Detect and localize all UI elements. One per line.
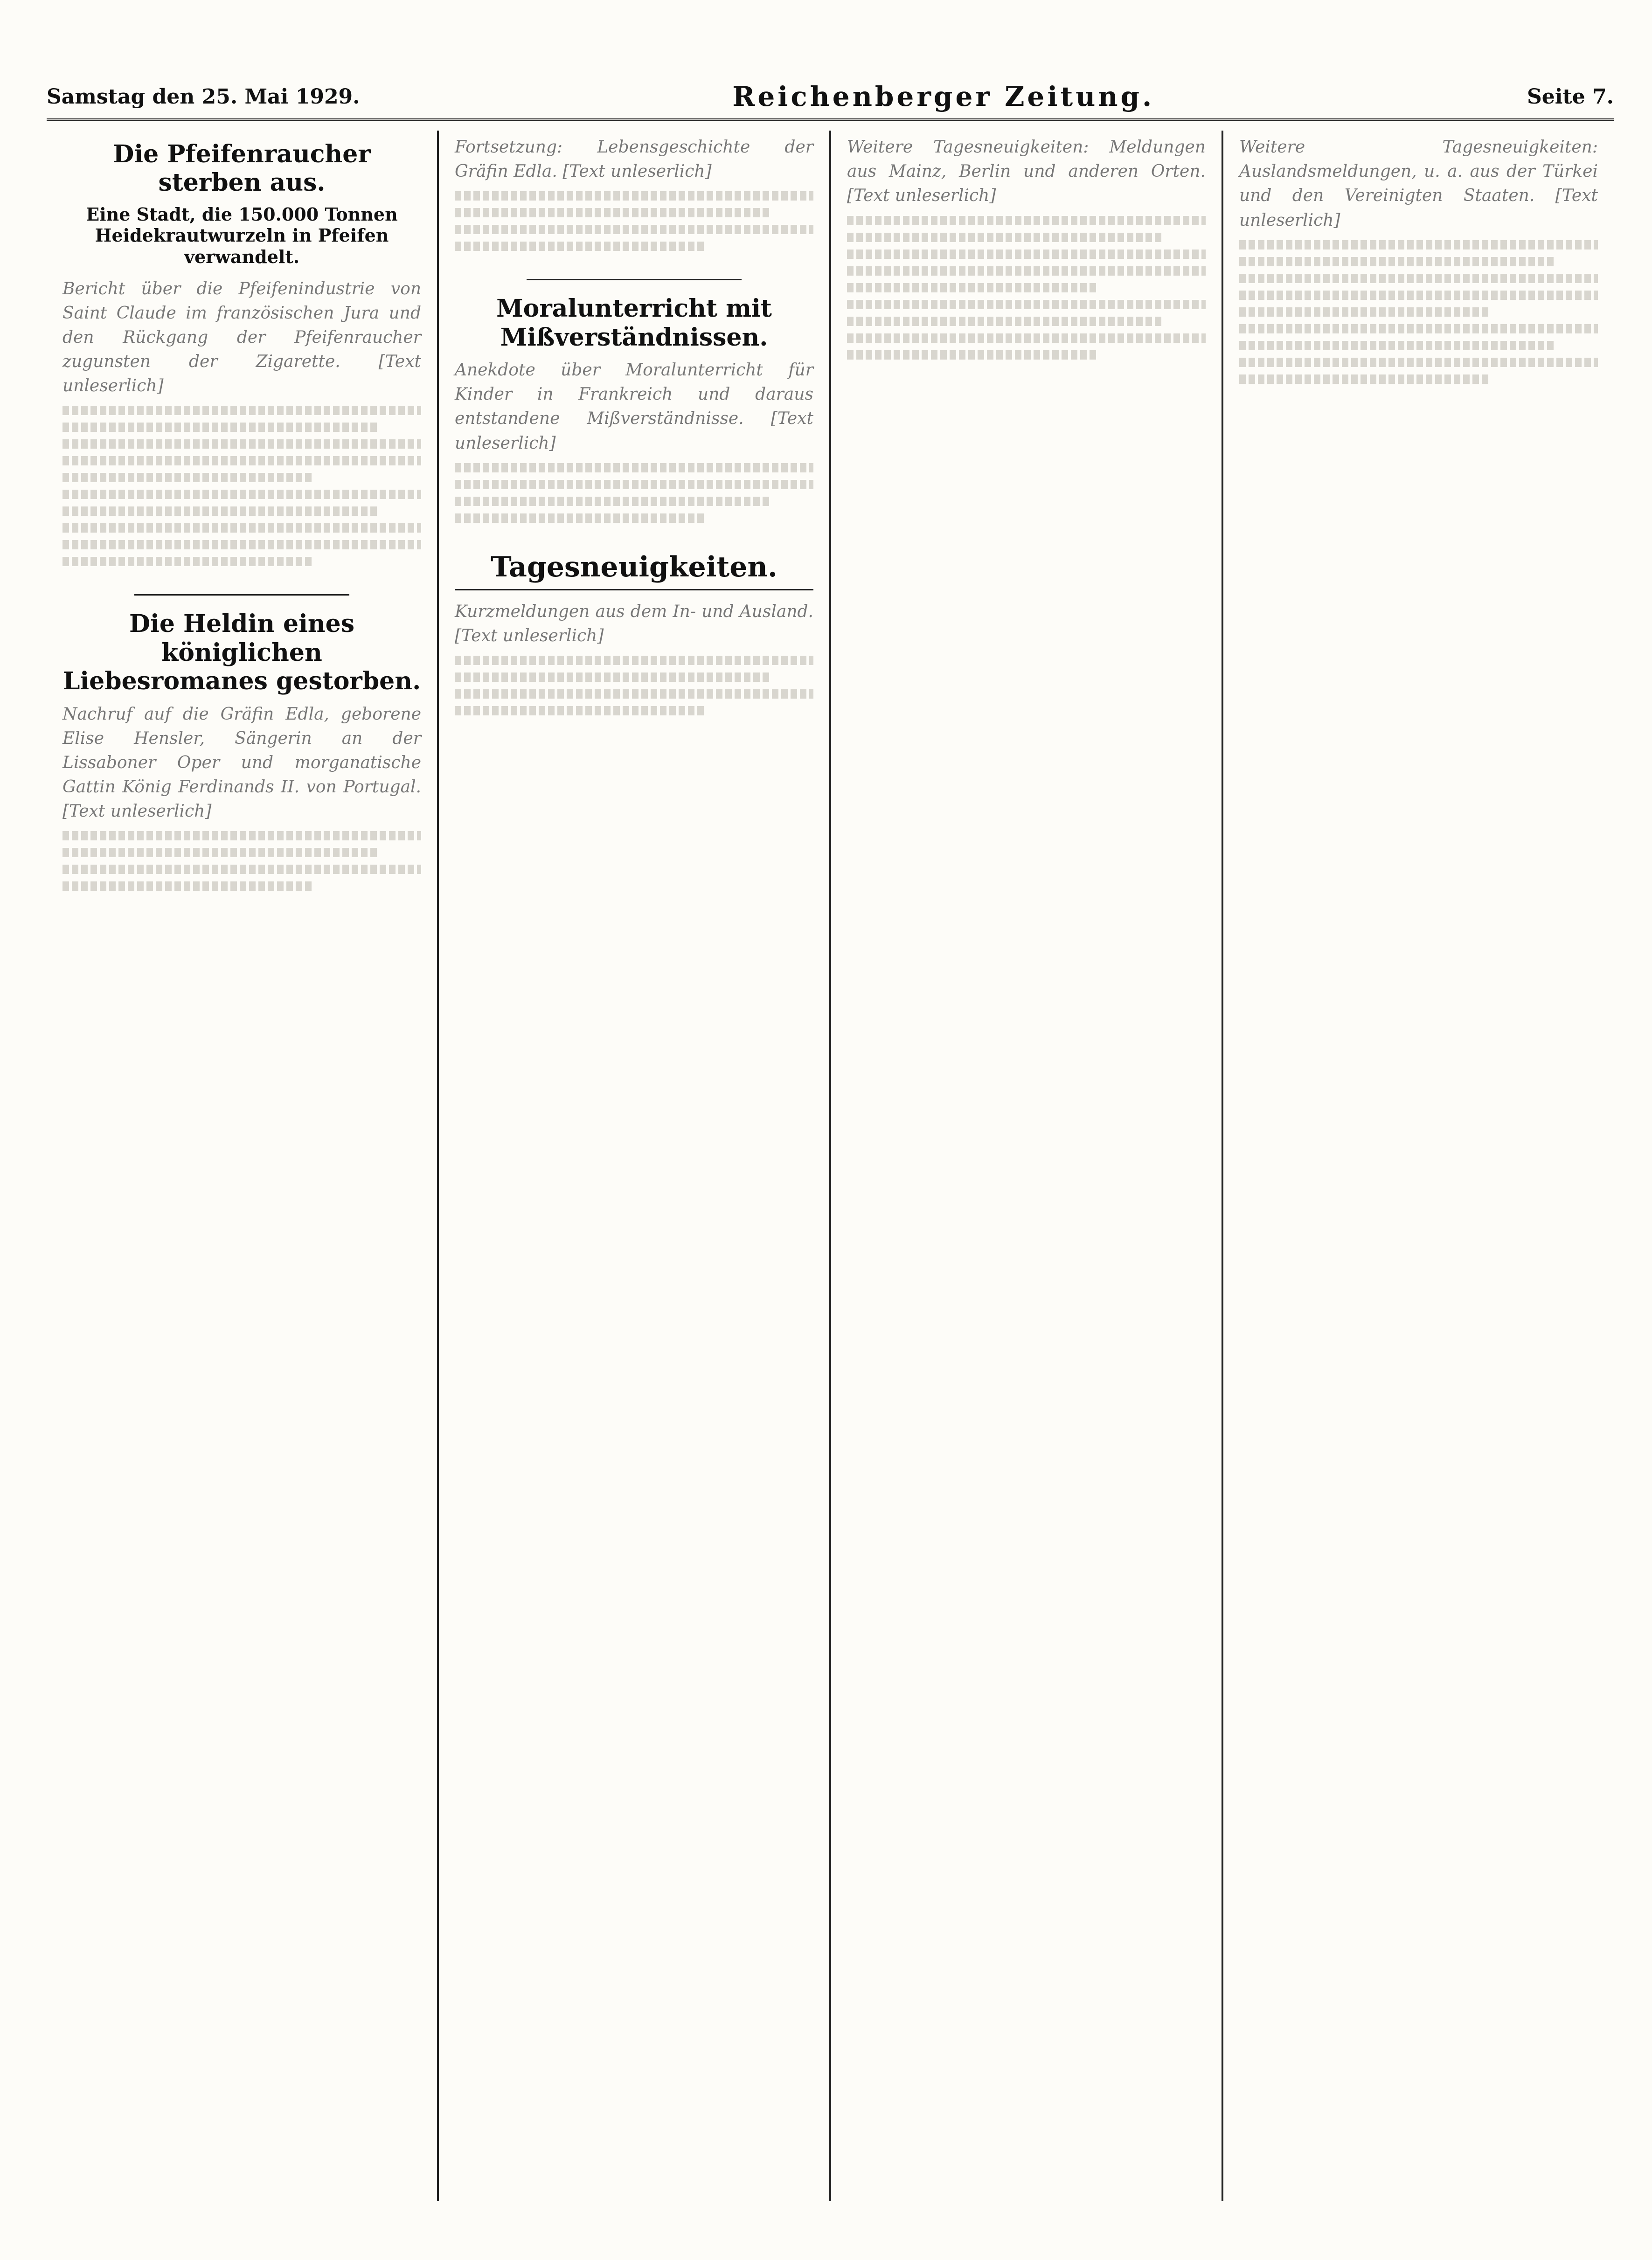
article-summary: Kurzmeldungen aus dem In- und Ausland. [Text unleserlich] bbox=[455, 602, 813, 646]
illegible-text-line bbox=[455, 480, 813, 489]
illegible-text-line bbox=[62, 557, 313, 566]
article-continuation bbox=[455, 135, 813, 251]
illegible-text-line bbox=[455, 242, 706, 251]
illegible-text-line bbox=[62, 831, 421, 840]
illegible-text-line bbox=[1239, 374, 1490, 384]
illegible-text-line bbox=[847, 283, 1098, 292]
illegible-text-line bbox=[1239, 324, 1598, 333]
illegible-text-line bbox=[847, 317, 1163, 326]
illegible-text-line bbox=[62, 523, 421, 533]
illegible-text-line bbox=[455, 656, 813, 665]
illegible-text-line bbox=[62, 540, 421, 549]
column-1 bbox=[47, 131, 439, 2201]
illegible-text-line bbox=[62, 473, 313, 482]
illegible-text-line bbox=[62, 848, 378, 857]
column-2 bbox=[439, 131, 831, 2201]
illegible-text-line bbox=[62, 865, 421, 874]
article-news-foreign bbox=[1239, 135, 1598, 384]
article-news-continued bbox=[847, 135, 1206, 360]
article-divider bbox=[134, 594, 349, 596]
illegible-text-line bbox=[455, 689, 813, 699]
illegible-text-line bbox=[1239, 257, 1555, 266]
article-heroine-royal-romance bbox=[62, 610, 421, 891]
illegible-text-line bbox=[1239, 358, 1598, 367]
illegible-text-line bbox=[847, 350, 1098, 360]
column-4 bbox=[1223, 131, 1614, 2201]
newspaper-title: Reichenberger Zeitung. bbox=[732, 81, 1155, 112]
illegible-text-line bbox=[847, 216, 1206, 225]
masthead bbox=[47, 75, 1614, 121]
illegible-text-line bbox=[847, 233, 1163, 242]
illegible-text-line bbox=[455, 208, 770, 217]
illegible-text-line bbox=[62, 456, 421, 465]
article-summary: Weitere Tagesneuigkeiten: Meldungen aus Mainz, Berlin und anderen Orten. [Text unleserlich] bbox=[847, 138, 1206, 206]
illegible-text-line bbox=[1239, 274, 1598, 283]
illegible-text-line bbox=[847, 333, 1206, 343]
article-headline: Die Heldin eines königlichen Liebesromanes gestorben. bbox=[62, 610, 421, 696]
article-subhead: Eine Stadt, die 150.000 Tonnen Heidekrautwurzeln in Pfeifen verwandelt. bbox=[86, 203, 398, 267]
illegible-text-line bbox=[62, 881, 313, 891]
illegible-text-line bbox=[62, 423, 378, 432]
article-moral-lessons bbox=[455, 294, 813, 522]
article-divider bbox=[527, 279, 742, 280]
illegible-text-line bbox=[847, 300, 1206, 309]
article-summary: Fortsetzung: Lebensgeschichte der Gräfin Edla. [Text unleserlich] bbox=[455, 138, 813, 181]
illegible-text-line bbox=[1239, 307, 1490, 317]
section-title: Tagesneuigkeiten. bbox=[455, 551, 813, 590]
illegible-text-line bbox=[847, 266, 1206, 276]
illegible-text-line bbox=[455, 191, 813, 201]
article-summary: Nachruf auf die Gräfin Edla, geborene Elise Hensler, Sängerin an der Lissaboner Oper und morganatische Gattin König Ferdinands II. von Portugal. [Text unleserlich] bbox=[62, 704, 421, 821]
illegible-text-line bbox=[1239, 291, 1598, 300]
issue-date: Samstag den 25. Mai 1929. bbox=[47, 84, 360, 109]
column-3 bbox=[831, 131, 1223, 2201]
illegible-text-line bbox=[62, 406, 421, 415]
article-pipe-smokers bbox=[62, 140, 421, 566]
illegible-text-line bbox=[455, 513, 706, 523]
illegible-text-line bbox=[455, 706, 706, 715]
illegible-text-line bbox=[847, 250, 1206, 259]
illegible-text-line bbox=[455, 497, 770, 506]
illegible-text-line bbox=[1239, 341, 1555, 350]
illegible-text-line bbox=[62, 506, 378, 516]
article-summary: Bericht über die Pfeifenindustrie von Saint Claude im französischen Jura und den Rückgang der Pfeifenraucher zugunsten der Zigarette. [Text unleserlich] bbox=[62, 279, 421, 396]
article-headline: Moralunterricht mit Mißverständnissen. bbox=[496, 294, 772, 352]
section-daily-news bbox=[455, 551, 813, 715]
illegible-text-line bbox=[62, 490, 421, 499]
article-headline: Die Pfeifenraucher sterben aus. bbox=[113, 140, 371, 197]
illegible-text-line bbox=[62, 439, 421, 449]
illegible-text-line bbox=[455, 225, 813, 234]
page-number: Seite 7. bbox=[1527, 84, 1614, 109]
illegible-text-line bbox=[1239, 240, 1598, 250]
article-summary: Anekdote über Moralunterricht für Kinder in Frankreich und daraus entstandene Mißverständnisse. [Text unleserlich] bbox=[455, 360, 813, 453]
column-layout bbox=[47, 131, 1614, 2201]
illegible-text-line bbox=[455, 672, 770, 682]
illegible-text-line bbox=[455, 463, 813, 472]
article-summary: Weitere Tagesneuigkeiten: Auslandsmeldungen, u. a. aus der Türkei und den Vereinigten Staaten. [Text unleserlich] bbox=[1239, 138, 1598, 230]
